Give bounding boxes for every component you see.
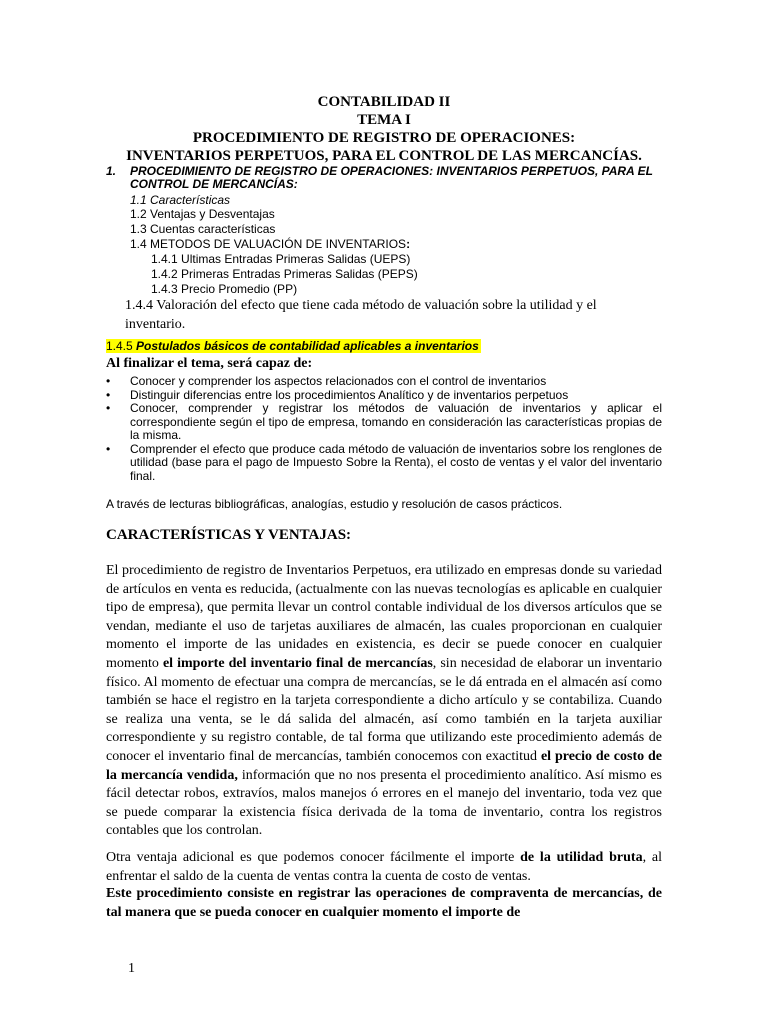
list-item: • Distinguir diferencias entre los procedimientos Analítico y de inventarios perpetuos (106, 389, 662, 403)
section-title: CARACTERÍSTICAS Y VENTAJAS: (106, 527, 352, 543)
topic-number: TEMA I (357, 112, 411, 128)
toc-sub-1-4-colon: : (406, 237, 411, 251)
toc-sub-1-4-5-number: 1.4.5 (106, 339, 133, 353)
toc-sub-1-4 (130, 237, 410, 251)
toc-sub-1-2: 1.2 Ventajas y Desventajas (130, 207, 275, 221)
toc-item-text: PROCEDIMIENTO DE REGISTRO DE OPERACIONES: INVENTARIOS PERPETUOS, PARA EL CONTROL DE MERCANCÍAS: (130, 164, 653, 191)
objectives-heading: Al finalizar el tema, será capaz de: (106, 356, 313, 371)
paragraph-1-text-c: , sin necesidad de elaborar un inventario físico. Al momento de efectuar una compra de mercancías, se le dá entrada en el almacén así como también se hace el registro en la tarjeta correspondiente a dicho artículo y se contabiliza. Cuando se realiza una venta, se le dá salida del almacén, así como también en la tarjeta auxiliar correspondiente y su registro contable, de tal forma que utilizando este procedimiento además de conocer el inventario final de mercancías, también conocemos con exactitud (106, 655, 663, 764)
toc-sub-1-4-4-line1: 1.4.4 Valoración del efecto que tiene cada método de valuación sobre la utilidad y el (125, 298, 597, 313)
paragraph-2-bold-b: de la utilidad bruta (520, 850, 643, 865)
list-item: • Conocer y comprender los aspectos relacionados con el control de inventarios (106, 375, 662, 389)
toc-sub-1-4-text: 1.4 METODOS DE VALUACIÓN DE INVENTARIOS (130, 237, 407, 251)
toc-sub-1-4-5 (106, 339, 481, 353)
list-item: • Comprender el efecto que produce cada método de valuación de inventarios sobre los renglones de utilidad (base para el pago de Impuesto Sobre la Renta), el costo de ventas y el valor del inventario final. (106, 443, 662, 484)
paragraph-1-bold-d: el precio de costo de la mercancía vendida, (106, 748, 662, 783)
topic-subtitle: INVENTARIOS PERPETUOS, PARA EL CONTROL DE LAS MERCANCÍAS. (126, 148, 642, 164)
toc-sub-1-4-1: 1.4.1 Ultimas Entradas Primeras Salidas (UEPS) (151, 252, 411, 266)
paragraph-1 (106, 562, 662, 841)
document-header (104, 93, 664, 165)
toc-sub-1-4-5-text: Postulados básicos de contabilidad aplicables a inventarios (132, 339, 479, 353)
objectives-closing: A través de lecturas bibliográficas, analogías, estudio y resolución de casos prácticos. (106, 497, 563, 511)
paragraph-1-text-e: información que no nos presenta el procedimiento analítico. Así mismo es fácil detectar robos, extravíos, malos manejos ó errores en el manejo del inventario, toda vez que se puede comparar la existencia física derivada de la toma de inventario, contra los registros contables que los controlan. (106, 767, 662, 839)
paragraph-2-text-c: , al enfrentar el saldo de la cuenta de ventas contra la cuenta de costo de ventas. (106, 850, 662, 884)
toc-sub-1-1: 1.1 Características (130, 193, 231, 207)
list-item: • Conocer, comprender y registrar los métodos de valuación de inventarios y aplicar el correspondiente según el tipo de empresa, tomando en consideración las características propias de la misma. (106, 402, 662, 443)
page-number: 1 (128, 961, 135, 976)
paragraph-1-text-a: El procedimiento de registro de Inventarios Perpetuos, era utilizado en empresas donde su variedad de artículos en venta es reducida, (actualmente con las nuevas tecnologías es aplicable en cualquier tipo de empresa), que permita llevar un control contable individual de los diversos artículos que se vendan, mediante el uso de tarjetas auxiliares de almacén, las cuales proporcionan en cualquier momento el importe de las unidades en existencia, es decir se puede conocer en cualquier momento (106, 563, 662, 671)
objectives-list (106, 375, 662, 483)
course-title: CONTABILIDAD II (317, 94, 451, 110)
toc-sub-1-4-3: 1.4.3 Precio Promedio (PP) (151, 282, 298, 296)
toc-item-number: 1. (106, 164, 117, 178)
paragraph-3: Este procedimiento consiste en registrar las operaciones de compraventa de mercancías, de tal manera que se pueda conocer en cualquier momento el importe de (106, 886, 662, 920)
paragraph-2 (106, 849, 662, 886)
topic-title: PROCEDIMIENTO DE REGISTRO DE OPERACIONES: (192, 130, 576, 146)
paragraph-2-text-a: Otra ventaja adicional es que podemos conocer fácilmente el importe (106, 850, 521, 865)
toc-sub-1-4-4-line2: inventario. (125, 317, 186, 332)
paragraph-1-bold-b: el importe del inventario final de mercancías (162, 655, 433, 671)
toc-sub-1-4-2: 1.4.2 Primeras Entradas Primeras Salidas (PEPS) (151, 267, 418, 281)
toc-sub-1-3: 1.3 Cuentas características (130, 222, 276, 236)
